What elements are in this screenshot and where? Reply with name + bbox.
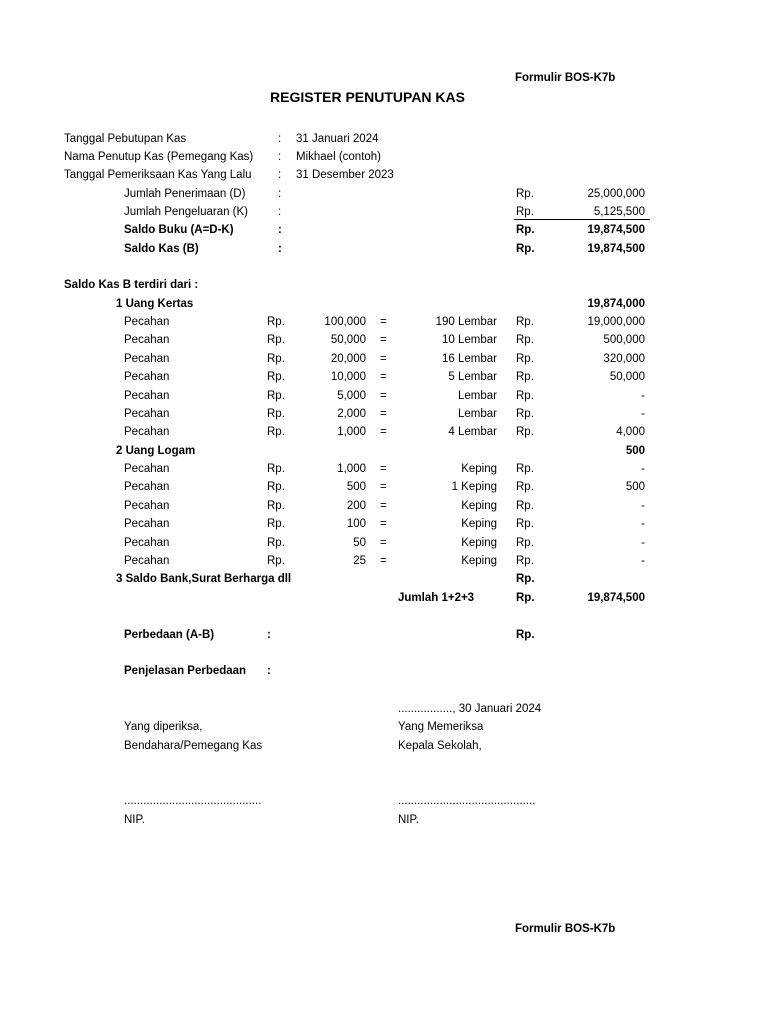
jumlah-label: Jumlah 1+2+3 [398,592,475,604]
equals-sign: = [380,481,387,494]
amount-value: - [641,536,645,549]
nip-right: NIP. [398,814,419,826]
currency: Rp. [516,555,534,567]
quantity-value: 16 Lembar [442,352,497,365]
equals-sign: = [380,499,387,512]
currency: Rp. [267,555,285,567]
amount-value: 500,000 [603,334,645,347]
signature-left-line1: Yang diperiksa, [124,721,203,733]
tanggal-pemeriksaan-label: Tanggal Pemeriksaan Kas Yang Lalu [64,169,252,181]
pecahan-label: Pecahan [124,371,170,384]
pecahan-label: Pecahan [124,316,170,328]
quantity-value: 10 Lembar [442,334,497,347]
uang-logam-heading: 2 Uang Logam [116,445,196,457]
saldo-buku-value: 19,874,500 [587,224,645,236]
pecahan-label: Pecahan [124,463,170,475]
currency: Rp. [516,188,534,200]
signature-left-line2: Bendahara/Pemegang Kas [124,740,263,752]
jumlah-value: 19,874,500 [587,592,645,604]
currency: Rp. [267,499,285,512]
denomination-value: 25 [353,555,366,567]
nama-penutup-value: Mikhael (contoh) [296,151,382,163]
denomination-value: 1,000 [337,463,366,475]
nama-penutup-label: Nama Penutup Kas (Pemegang Kas) [64,151,254,163]
currency: Rp. [267,481,285,494]
form-code-top: Formulir BOS-K7b [515,72,616,84]
equals-sign: = [380,518,387,531]
colon: : [278,243,282,255]
signature-date: ................., 30 Januari 2024 [398,703,542,715]
pecahan-label: Pecahan [124,389,170,402]
amount-value: 320,000 [603,352,645,365]
colon: : [278,169,282,181]
saldo-kas-value: 19,874,500 [587,243,645,255]
quantity-value: Keping [461,499,497,512]
equals-sign: = [380,371,387,384]
denomination-value: 5,000 [337,389,366,402]
currency: Rp. [516,573,535,585]
amount-value: - [641,389,645,402]
denomination-value: 50 [353,536,366,549]
denomination-value: 10,000 [330,371,366,384]
colon: : [278,151,282,163]
pecahan-label: Pecahan [124,352,170,365]
currency: Rp. [516,426,534,439]
currency: Rp. [516,334,534,347]
colon: : [278,224,282,236]
denomination-value: 20,000 [330,352,366,365]
pecahan-label: Pecahan [124,426,170,439]
denomination-value: 500 [346,481,366,494]
currency: Rp. [267,352,285,365]
quantity-value: Keping [461,536,497,549]
denomination-value: 100 [346,518,366,531]
colon: : [278,206,282,218]
currency: Rp. [516,518,534,531]
colon: : [267,665,271,677]
penjelasan-label: Penjelasan Perbedaan [124,665,247,677]
tanggal-pemeriksaan-value: 31 Desember 2023 [296,169,394,181]
saldo-buku-label: Saldo Buku (A=D-K) [124,224,234,236]
currency: Rp. [516,408,534,420]
penerimaan-label: Jumlah Penerimaan (D) [124,188,246,200]
currency: Rp. [516,243,535,255]
colon: : [267,629,271,641]
equals-sign: = [380,408,387,420]
quantity-value: 1 Keping [451,481,497,494]
page-title: REGISTER PENUTUPAN KAS [270,89,465,105]
equals-sign: = [380,389,387,402]
uang-kertas-total: 19,874,000 [587,298,645,310]
pecahan-label: Pecahan [124,334,170,347]
quantity-value: 5 Lembar [448,371,497,384]
currency: Rp. [267,536,285,549]
currency: Rp. [516,316,534,328]
pengeluaran-value: 5,125,500 [593,206,645,218]
quantity-value: Keping [461,463,497,475]
currency: Rp. [516,389,534,402]
amount-value: 4,000 [616,426,645,439]
currency: Rp. [267,408,285,420]
denomination-value: 1,000 [337,426,366,439]
currency: Rp. [516,592,535,604]
pengeluaran-label: Jumlah Pengeluaran (K) [124,206,249,218]
pecahan-label: Pecahan [124,408,170,420]
uang-logam-total: 500 [625,445,645,457]
tanggal-penutupan-label: Tanggal Pebutupan Kas [64,133,187,145]
denomination-value: 200 [346,499,366,512]
sum-underline [514,218,650,220]
signature-right-line1: Yang Memeriksa [398,721,484,733]
perbedaan-label: Perbedaan (A-B) [124,629,215,641]
amount-value: - [641,408,645,420]
quantity-value: Keping [461,555,497,567]
signature-left-dots: ........................................... [124,795,262,807]
currency: Rp. [267,334,285,347]
quantity-value: Lembar [458,389,497,402]
currency: Rp. [516,536,534,549]
colon: : [278,188,282,200]
amount-value: 500 [625,481,645,494]
currency: Rp. [516,499,534,512]
equals-sign: = [380,555,387,567]
nip-left: NIP. [124,814,145,826]
denomination-value: 50,000 [330,334,366,347]
currency: Rp. [516,206,534,218]
equals-sign: = [380,463,387,475]
quantity-value: 4 Lembar [448,426,497,439]
currency: Rp. [267,518,285,531]
colon: : [278,133,282,145]
currency: Rp. [516,463,534,475]
equals-sign: = [380,334,387,347]
tanggal-penutupan-value: 31 Januari 2024 [296,133,379,145]
signature-right-dots: ........................................... [398,795,536,807]
amount-value: 19,000,000 [587,316,645,328]
quantity-value: Keping [461,518,497,531]
denomination-value: 2,000 [337,408,366,420]
quantity-value: 190 Lembar [435,316,497,328]
pecahan-label: Pecahan [124,518,170,531]
pecahan-label: Pecahan [124,536,170,549]
amount-value: - [641,555,645,567]
amount-value: 50,000 [609,371,645,384]
quantity-value: Lembar [458,408,497,420]
breakdown-heading: Saldo Kas B terdiri dari : [64,279,199,291]
saldo-bank-heading: 3 Saldo Bank,Surat Berharga dll [116,573,292,585]
pecahan-label: Pecahan [124,481,170,494]
currency: Rp. [516,629,535,641]
equals-sign: = [380,426,387,439]
amount-value: - [641,518,645,531]
amount-value: - [641,463,645,475]
denomination-value: 100,000 [324,316,366,328]
equals-sign: = [380,352,387,365]
signature-right-line2: Kepala Sekolah, [398,740,482,752]
amount-value: - [641,499,645,512]
saldo-kas-label: Saldo Kas (B) [124,243,199,255]
currency: Rp. [516,352,534,365]
currency: Rp. [267,316,285,328]
currency: Rp. [267,389,285,402]
equals-sign: = [380,536,387,549]
uang-kertas-heading: 1 Uang Kertas [116,298,194,310]
currency: Rp. [267,426,285,439]
equals-sign: = [380,316,387,328]
currency: Rp. [516,481,534,494]
currency: Rp. [267,371,285,384]
currency: Rp. [516,224,535,236]
pecahan-label: Pecahan [124,555,170,567]
form-code-bottom: Formulir BOS-K7b [515,923,616,935]
penerimaan-value: 25,000,000 [587,188,645,200]
pecahan-label: Pecahan [124,499,170,512]
currency: Rp. [516,371,534,384]
currency: Rp. [267,463,285,475]
